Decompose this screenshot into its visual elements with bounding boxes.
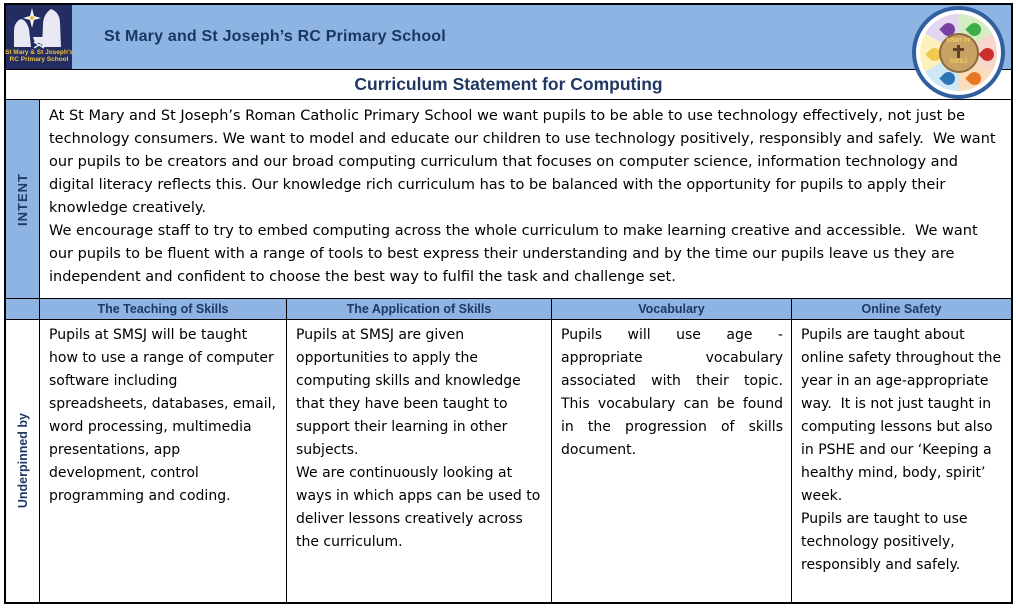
cell-paragraph: We are continuously looking at ways in which apps can be used to deliver lessons creatively across the curriculum. (296, 465, 545, 550)
school-logo (6, 5, 72, 69)
column-header-online-safety: Online Safety (792, 299, 1011, 319)
column-header-application-of-skills: The Application of Skills (287, 299, 551, 319)
school-name: St Mary and St Joseph’s RC Primary School (104, 28, 446, 45)
cell-paragraph: Pupils are taught about online safety throughout the year in an age-appropriate way. It is not just taught in computing lessons but also in PSHE and our ‘Keeping a healthy mind, body, spirit’ week. (801, 327, 1006, 504)
cell-online-safety (792, 320, 1011, 602)
flame-icon (978, 45, 996, 63)
intent-paragraph: At St Mary and St Joseph’s Roman Catholic Primary School we want pupils to be able to use technology effectively, not just be technology consumers. We want to model and educate our children to use technology positively, responsibly and safely. We want our pupils to be creators and our broad computing curriculum that focuses on computer science, information technology and digital literacy reflects this. Our knowledge rich curriculum has to be balanced with the opportunity for pupils to apply their knowledge creatively. (49, 108, 1001, 216)
intent-paragraph: We encourage staff to try to embed computing across the whole curriculum to make learning creative and accessible. We want our pupils to be fluent with a range of tools to best express their understanding and by the time our pupils leave us they are independent and confident to choose the best way to fulfil the task and challenge set. (49, 223, 983, 285)
cell-paragraph: Pupils at SMSJ are given opportunities to apply the computing skills and knowledge that they have been taught to support their learning in other subjects. (296, 327, 526, 458)
cell-application-of-skills (287, 320, 551, 602)
flame-icon (965, 69, 983, 87)
underpinned-by-label-cell (6, 320, 39, 602)
page-title: Curriculum Statement for Computing (354, 74, 663, 94)
cell-teaching-of-skills (40, 320, 286, 602)
cell-paragraph: Pupils are taught to use technology positively, responsibly and safely. (801, 511, 972, 573)
header-band (6, 5, 1011, 69)
logo-caption-line1: St Mary & St Joseph’s (4, 49, 74, 56)
curriculum-document (4, 3, 1013, 604)
cell-paragraph: Pupils will use age - appropriate vocabulary associated with their topic. This vocabulary can be found in the progression of skills document. (561, 327, 788, 458)
title-row (6, 70, 1011, 99)
intent-label: INTENT (15, 172, 30, 226)
badge-top-text: SPIRIT OF (946, 38, 971, 44)
cross-icon (957, 45, 960, 58)
underpinned-by-label: Underpinned by (15, 413, 30, 509)
nativity-icon (8, 7, 70, 49)
column-header-vocabulary: Vocabulary (552, 299, 791, 319)
smsj-spirit-badge (912, 6, 1005, 99)
intent-label-cell (6, 100, 39, 298)
badge-bottom-text: SMSJ (949, 59, 968, 65)
logo-caption-line2: RC Primary School (9, 56, 69, 63)
cell-paragraph: Pupils at SMSJ will be taught how to use a range of computer software including spreadsheets, databases, email, word processing, multimedia presentations, app development, control programming and coding. (49, 327, 281, 504)
badge-center (939, 33, 979, 73)
header-row-corner-cell (6, 299, 39, 319)
intent-text (40, 100, 1011, 298)
column-header-teaching-of-skills: The Teaching of Skills (40, 299, 286, 319)
cell-vocabulary (552, 320, 791, 602)
